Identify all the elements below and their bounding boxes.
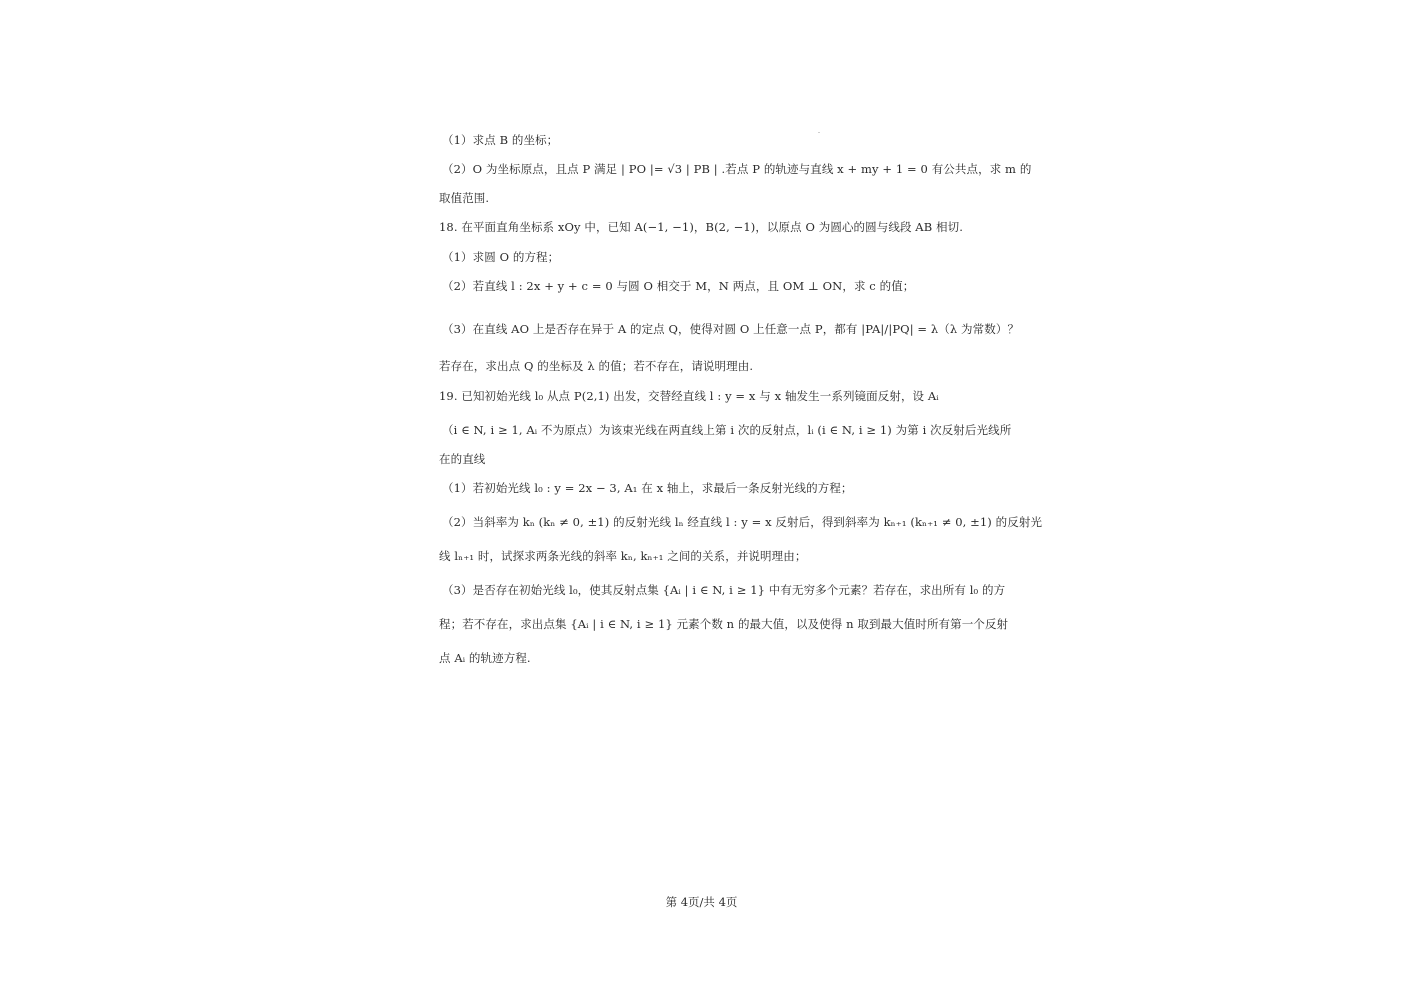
problem-18-heading: 18. 在平面直角坐标系 xOy 中，已知 A(−1, −1)，B(2, −1)，以原点 O 为圆心的圆与线段 AB 相切. [439, 220, 963, 234]
text-line: 取值范围. [439, 191, 490, 205]
problem-19-heading: 19. 已知初始光线 l₀ 从点 P(2,1) 出发，交替经直线 l : y = x 与 x 轴发生一系列镜面反射，设 Aᵢ [439, 389, 939, 403]
text-line: （3）在直线 AO 上是否存在异于 A 的定点 Q，使得对圆 O 上任意一点 P，都有 |PA|/|PQ| = λ（λ 为常数）？ [442, 322, 1020, 336]
scan-speck [818, 132, 820, 133]
text-line: （2）当斜率为 kₙ (kₙ ≠ 0, ±1) 的反射光线 lₙ 经直线 l : y = x 反射后，得到斜率为 kₙ₊₁ (kₙ₊₁ ≠ 0, ±1) 的反射光 [442, 515, 1043, 529]
text-line: （2）O 为坐标原点，且点 P 满足 | PO |= √3 | PB | .若点 P 的轨迹与直线 x + my + 1 = 0 有公共点，求 m 的 [442, 162, 1032, 176]
text-line: 若存在，求出点 Q 的坐标及 λ 的值；若不存在，请说明理由. [439, 359, 754, 373]
text-line: 程；若不存在，求出点集 {Aᵢ | i ∈ N, i ≥ 1} 元素个数 n 的最大值，以及使得 n 取到最大值时所有第一个反射 [439, 617, 1009, 631]
text-line: 点 Aᵢ 的轨迹方程. [439, 651, 531, 665]
text-line: 线 lₙ₊₁ 时，试探求两条光线的斜率 kₙ, kₙ₊₁ 之间的关系，并说明理由； [439, 549, 807, 563]
text-line: 在的直线 [439, 452, 486, 466]
text-line: （i ∈ N, i ≥ 1, Aᵢ 不为原点）为该束光线在两直线上第 i 次的反射点，lᵢ (i ∈ N, i ≥ 1) 为第 i 次反射后光线所 [442, 423, 1012, 437]
page-number: 第 4页/共 4页 [665, 895, 738, 909]
text-line: （1）若初始光线 l₀ : y = 2x − 3, A₁ 在 x 轴上，求最后一条反射光线的方程； [442, 481, 853, 495]
text-line: （2）若直线 l : 2x + y + c = 0 与圆 O 相交于 M，N 两点，且 OM ⊥ ON，求 c 的值； [442, 279, 915, 293]
text-line: （1）求点 B 的坐标； [442, 133, 559, 147]
text-line: （3）是否存在初始光线 l₀，使其反射点集 {Aᵢ | i ∈ N, i ≥ 1} 中有无穷多个元素？若存在，求出所有 l₀ 的方 [442, 583, 1006, 597]
text-line: （1）求圆 O 的方程； [442, 250, 560, 264]
